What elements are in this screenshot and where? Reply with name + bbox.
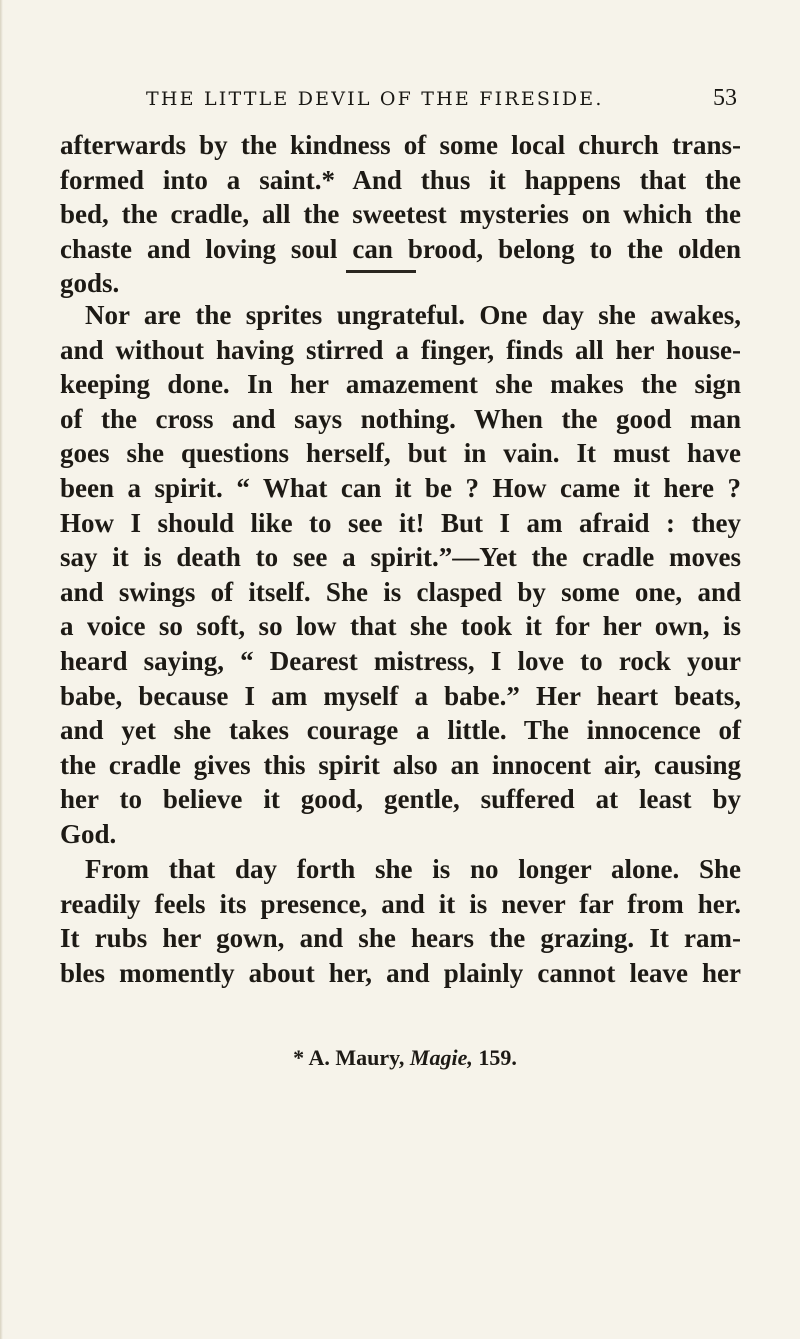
text-line: afterwards by the kindness of some local church trans- — [60, 130, 741, 160]
text-line: her to believe it good, gentle, suffered at least by — [60, 784, 741, 815]
paragraph-2 — [60, 298, 741, 852]
text-line: heard saying, “ Dearest mistress, I love to rock your — [60, 645, 741, 676]
text-line: chaste and loving soul can brood, belong to the olden — [60, 233, 741, 264]
footnote — [0, 1045, 800, 1071]
text-line: keeping done. In her amazement she makes the sign — [60, 369, 741, 400]
text-line: gods. — [60, 268, 120, 299]
text-line: been a spirit. “ What can it be ? How came it here ? — [60, 472, 741, 503]
text-line: How I should like to see it! But I am afraid : they — [60, 507, 741, 538]
text-line: goes she questions herself, but in vain. It must have — [60, 438, 741, 469]
footnote-marker: * — [293, 1045, 305, 1070]
footnote-page: 159. — [478, 1045, 517, 1070]
running-title: THE LITTLE DEVIL OF THE FIRESIDE. — [146, 88, 604, 110]
text-line: formed into a saint.* And thus it happens that the — [60, 164, 741, 195]
text-line: babe, because I am myself a babe.” Her heart beats, — [60, 680, 741, 711]
footnote-author: A. Maury, — [308, 1045, 405, 1070]
text-line: a voice so soft, so low that she took it for her own, is — [60, 611, 741, 642]
page-number: 53 — [713, 85, 737, 111]
text-line: bles momently about her, and plainly cannot leave her — [60, 957, 741, 988]
text-line: It rubs her gown, and she hears the grazing. It ram- — [60, 923, 741, 954]
text-line: say it is death to see a spirit.”—Yet the cradle moves — [60, 542, 741, 573]
paragraph-3 — [60, 852, 741, 990]
text-line: bed, the cradle, all the sweetest mysteries on which the — [60, 199, 741, 230]
text-line: Nor are the sprites ungrateful. One day she awakes, — [85, 300, 741, 330]
text-line: God. — [60, 818, 117, 849]
text-line: and without having stirred a finger, finds all her house- — [60, 334, 741, 365]
text-line: the cradle gives this spirit also an innocent air, causing — [60, 749, 741, 780]
text-line: of the cross and says nothing. When the good man — [60, 403, 741, 434]
text-line: From that day forth she is no longer alone. She — [85, 854, 741, 884]
text-line: and yet she takes courage a little. The innocence of — [60, 715, 741, 746]
footnote-work: Magie, — [409, 1045, 473, 1070]
running-header — [146, 85, 746, 118]
page-edge — [0, 0, 3, 1339]
text-line: and swings of itself. She is clasped by some one, and — [60, 576, 741, 607]
text-line: readily feels its presence, and it is never far from her. — [60, 888, 741, 919]
paragraph-1 — [60, 128, 741, 301]
section-divider — [346, 270, 416, 273]
